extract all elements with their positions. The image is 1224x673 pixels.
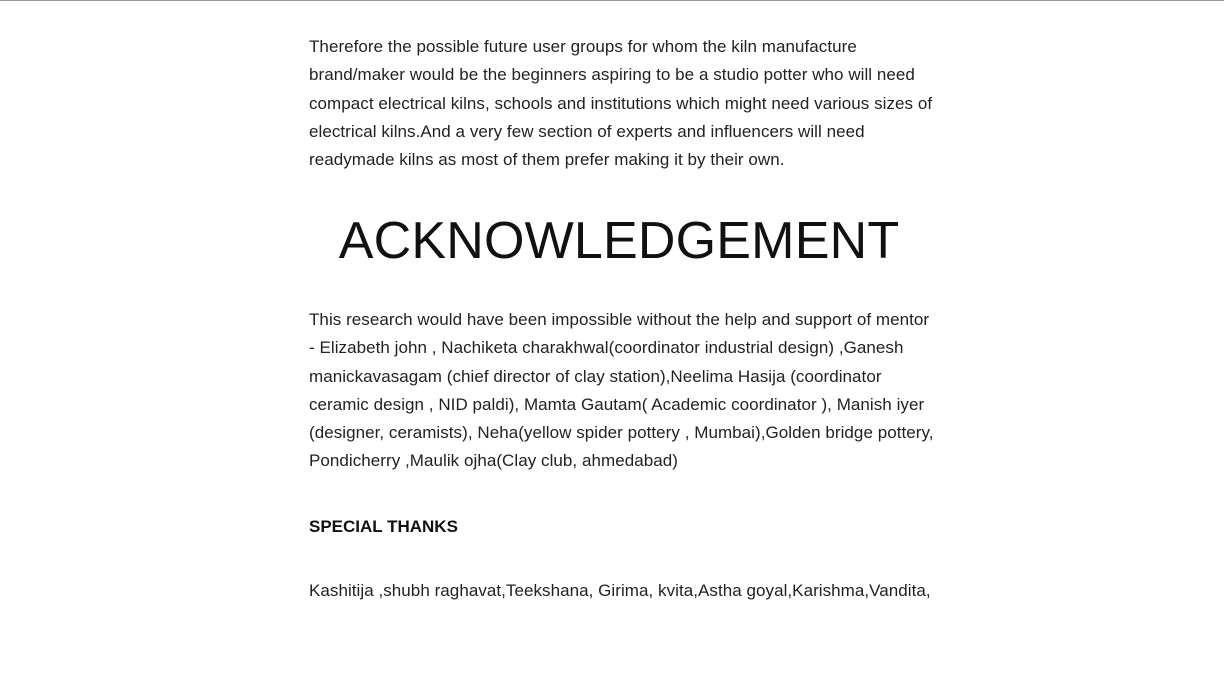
acknowledgement-paragraph: This research would have been impossible without the help and support of mentor - Elizabeth john , Nachiketa charakhwal(coordinator industrial design) ,Ganesh manickavasagam (chief director of clay station),Neelima Hasija (coordinator ceramic design , NID paldi), Mamta Gautam( Academic coordinator ), Manish iyer (designer, ceramists), Neha(yellow spider pottery , Mumbai),Golden bridge pottery, Pondicherry ,Maulik ojha(Clay club, ahmedabad) xyxy=(309,310,934,471)
intro-paragraph: Therefore the possible future user groups for whom the kiln manufacture brand/maker would be the beginners aspiring to be a studio potter who will need compact electrical kilns, schools and institutions which might need various sizes of electrical kilns.And a very few section of experts and influencers will need readymade kilns as most of them prefer making it by their own. xyxy=(309,37,933,170)
document-body xyxy=(309,33,939,600)
acknowledgement-heading: ACKNOWLEDGEMENT xyxy=(338,212,900,270)
special-thanks-names: Kashitija ,shubh raghavat,Teekshana, Girima, kvita,Astha goyal,Karishma,Vandita, xyxy=(309,581,931,600)
top-divider xyxy=(0,0,1224,1)
special-thanks-heading: SPECIAL THANKS xyxy=(309,517,458,536)
